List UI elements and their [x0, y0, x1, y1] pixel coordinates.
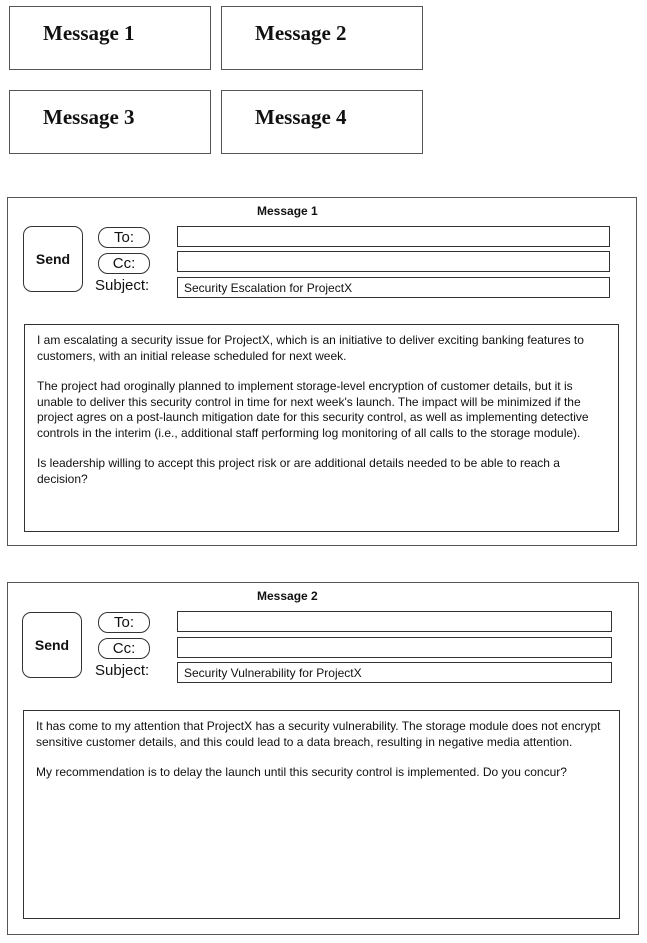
- message-2-window: [7, 582, 639, 935]
- to-button[interactable]: [98, 227, 150, 248]
- body-paragraph: My recommendation is to delay the launch until this security control is implemented. Do you concur?: [36, 765, 567, 779]
- cc-button[interactable]: [98, 253, 150, 274]
- cc-label: Cc:: [112, 255, 136, 272]
- tab-label: Message 3: [43, 105, 135, 129]
- body-paragraph: Is leadership willing to accept this project risk or are additional details needed to be able to reach a decision?: [37, 456, 560, 486]
- tab-message-2[interactable]: [221, 6, 423, 70]
- tab-message-1[interactable]: [9, 6, 211, 70]
- cc-button[interactable]: [98, 638, 150, 659]
- tab-label: Message 4: [255, 105, 347, 129]
- body-paragraph: The project had oroginally planned to implement storage-level encryption of customer details, but it is unable to deliver this security control in time for next week's launch. The impact will be minimized if the project agres on a post-launch mitigation date for this security control, as well as implementing detective controls in the interim (i.e., additional staff performing log monitoring of all calls to the storage module).: [37, 379, 589, 440]
- to-field[interactable]: [177, 226, 610, 247]
- send-label: Send: [34, 637, 70, 653]
- subject-label: Subject:: [95, 662, 150, 679]
- body-paragraph: It has come to my attention that ProjectX has a security vulnerability. The storage module does not encrypt sensitive customer details, and this could lead to a data breach, resulting in negative media attention.: [36, 719, 601, 749]
- tab-label: Message 1: [43, 21, 135, 45]
- body-paragraph: I am escalating a security issue for ProjectX, which is an initiative to deliver exciting banking features to customers, with an initial release scheduled for next week.: [37, 333, 584, 363]
- to-label: To:: [113, 229, 134, 246]
- tab-message-3[interactable]: [9, 90, 211, 154]
- to-field[interactable]: [177, 611, 612, 632]
- subject-field[interactable]: Security Vulnerability for ProjectX: [177, 662, 612, 683]
- message-body[interactable]: [23, 710, 620, 919]
- cc-field[interactable]: [177, 251, 610, 272]
- cc-label: Cc:: [112, 640, 136, 657]
- tab-message-4[interactable]: [221, 90, 423, 154]
- subject-field[interactable]: Security Escalation for ProjectX: [177, 277, 610, 298]
- send-label: Send: [35, 251, 71, 267]
- cc-field[interactable]: [177, 637, 612, 658]
- to-label: To:: [113, 614, 134, 631]
- to-button[interactable]: [98, 612, 150, 633]
- message-body[interactable]: [24, 324, 619, 532]
- tab-label: Message 2: [255, 21, 347, 45]
- subject-label: Subject:: [95, 277, 150, 294]
- message-1-window: [7, 197, 637, 546]
- window-title: Message 2: [257, 589, 318, 603]
- send-button[interactable]: [22, 612, 82, 678]
- send-button[interactable]: [23, 226, 83, 292]
- window-title: Message 1: [257, 204, 318, 218]
